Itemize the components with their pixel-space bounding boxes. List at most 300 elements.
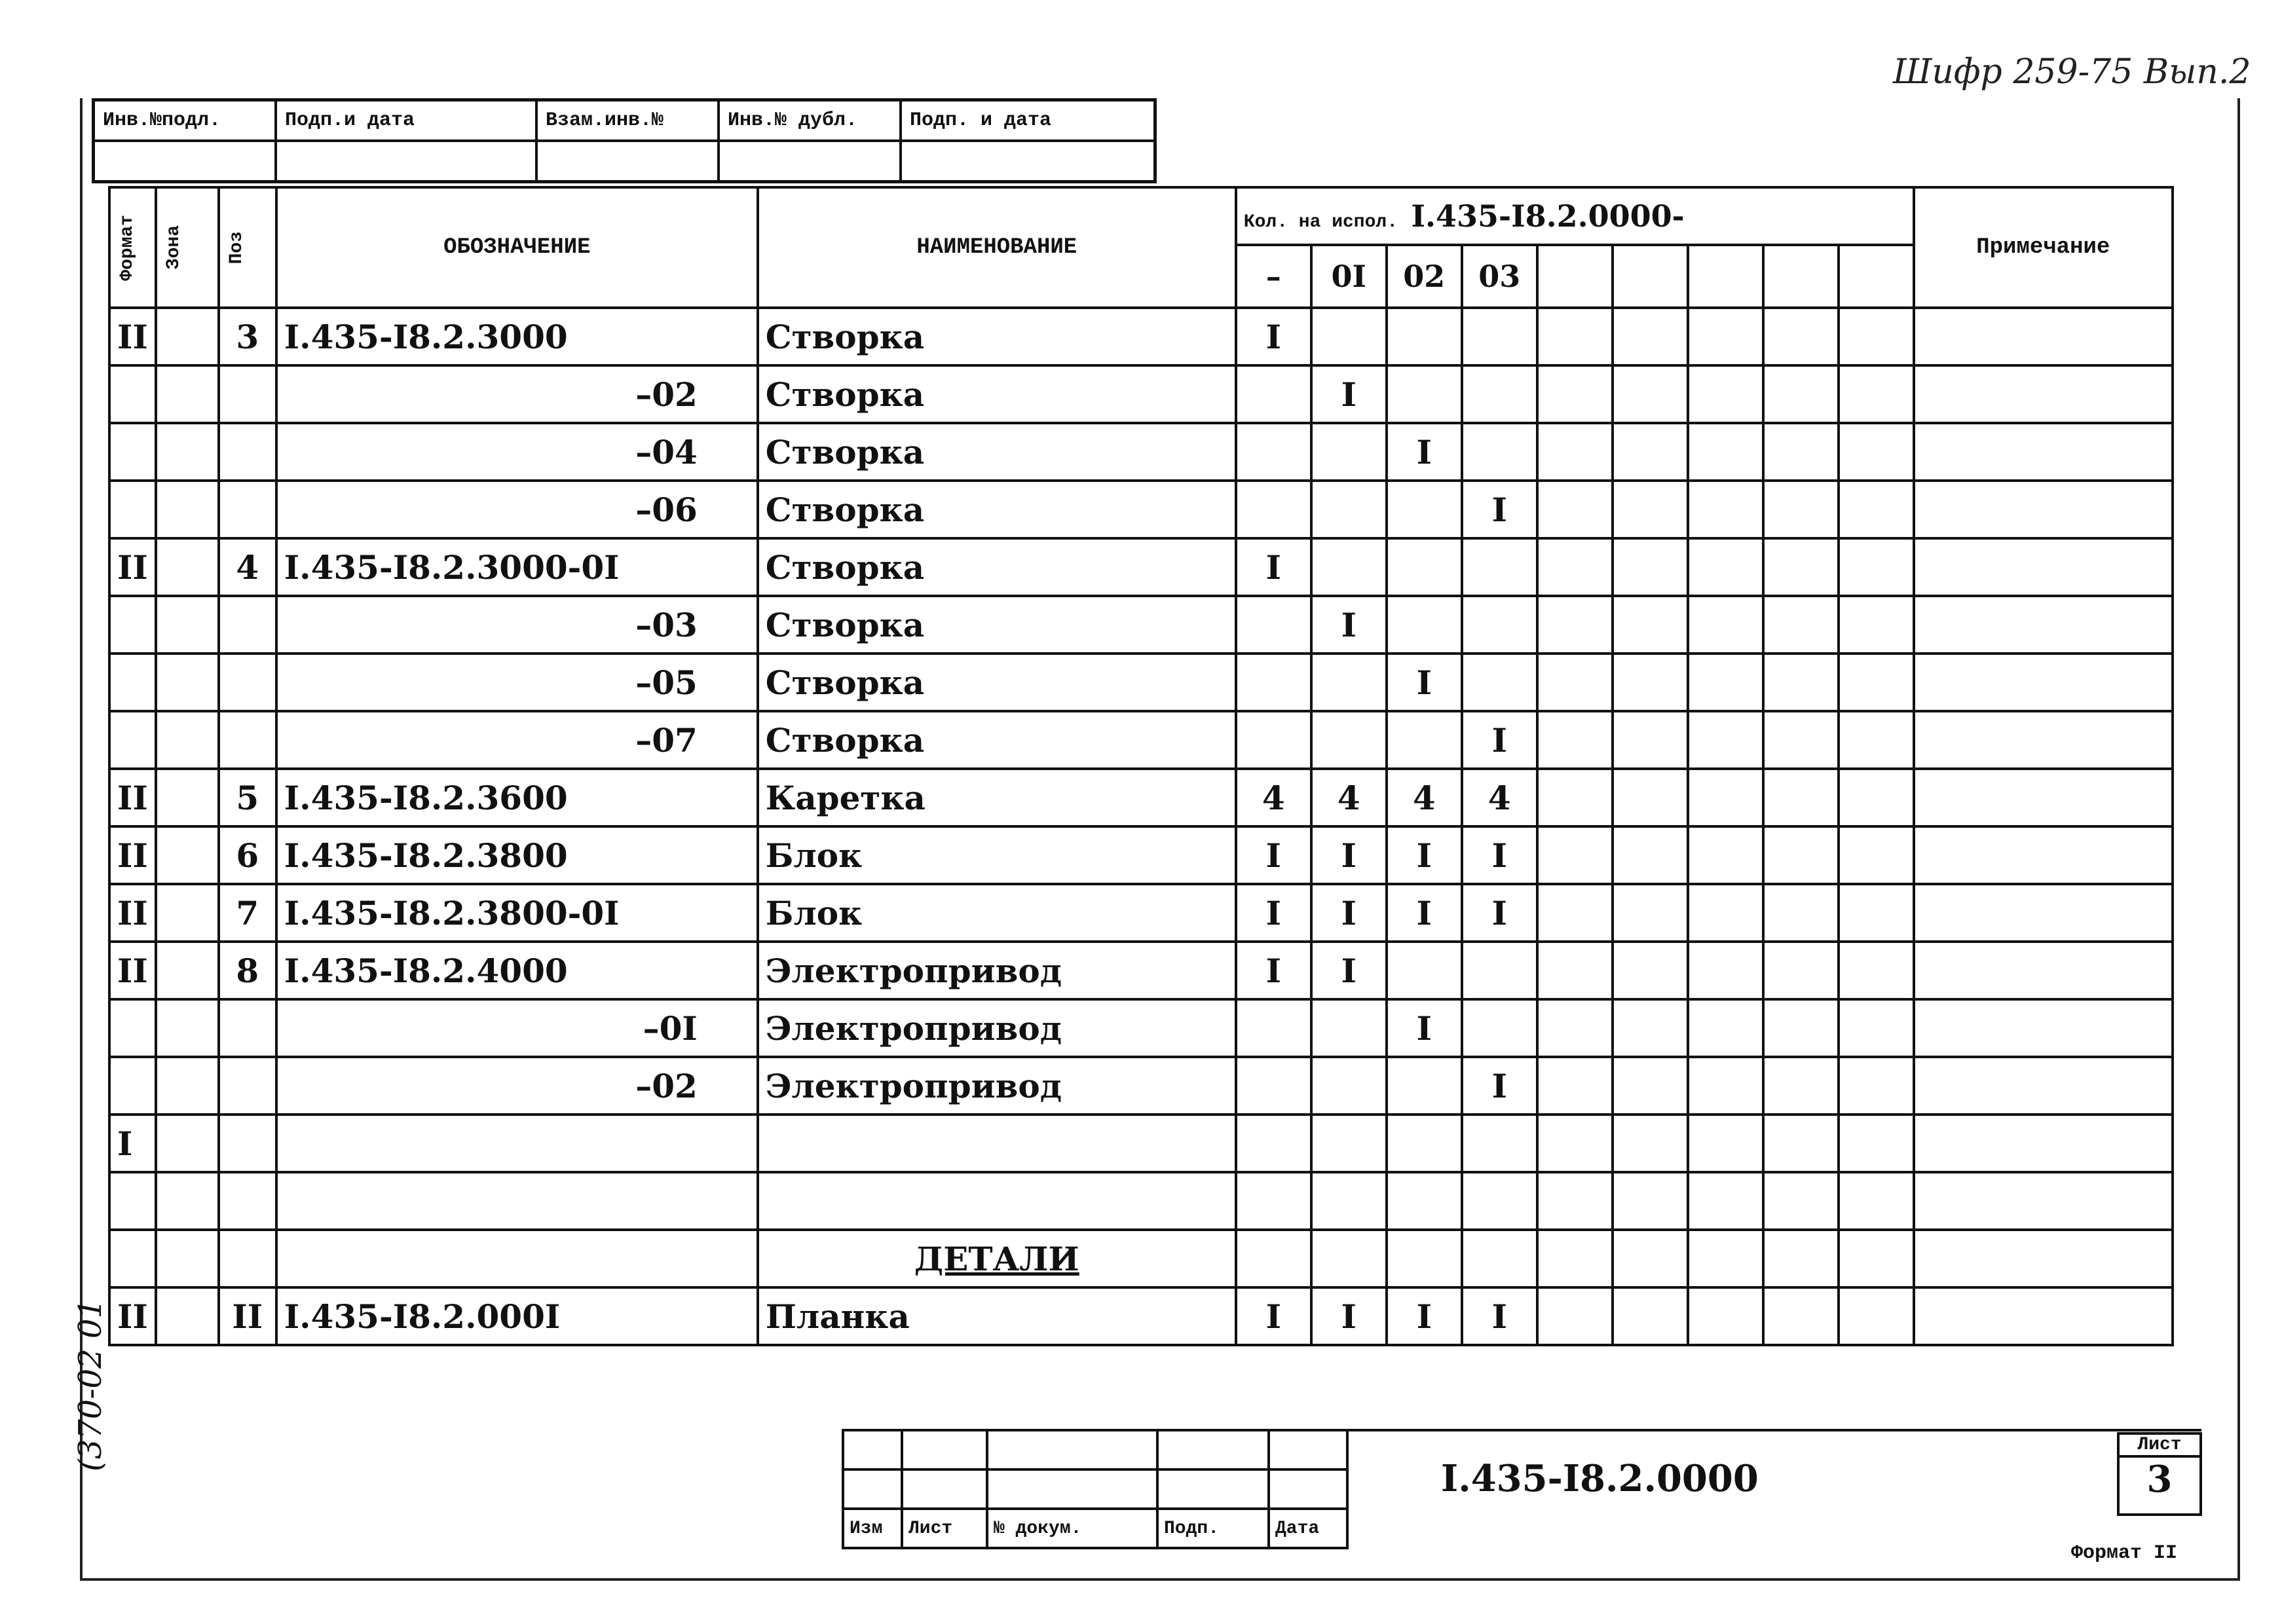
empty-cell [1537,884,1613,942]
designation-cell: –06 [276,481,758,538]
quantity-cell [1387,1230,1462,1287]
empty-cell [1537,1057,1613,1115]
empty-cell [1763,365,1839,423]
name-cell: Створка [758,423,1236,481]
format-cell [109,1172,156,1230]
document-number: I.435-I8.2.0000 [1441,1457,1759,1500]
empty-cell [1763,1057,1839,1115]
designation-cell: I.435-I8.2.3000-0I [276,538,758,596]
quantity-cell: I [1311,826,1387,884]
quantity-cell [1387,942,1462,999]
quantity-cell [1236,423,1311,481]
note-cell [1914,999,2173,1057]
quantity-cell [1462,538,1537,596]
zone-cell [156,308,219,365]
quantity-cell [1311,1115,1387,1172]
quantity-cell: I [1462,884,1537,942]
empty-cell [1839,1057,1914,1115]
quantity-cell [1462,365,1537,423]
designation-cell: I.435-I8.2.3800 [276,826,758,884]
quantity-cell [1387,365,1462,423]
zone-cell [156,711,219,769]
quantity-cell: I [1387,826,1462,884]
table-row [109,654,2173,711]
empty-cell [1688,999,1763,1057]
position-cell [219,481,276,538]
note-cell [1914,1172,2173,1230]
zone-cell [156,999,219,1057]
table-row [109,1057,2173,1115]
empty-cell [1839,538,1914,596]
position-cell: 6 [219,826,276,884]
empty-cell [1537,1287,1613,1345]
zone-cell [156,538,219,596]
empty-cell [1839,365,1914,423]
empty-cell [1613,365,1688,423]
quantity-cell [1387,481,1462,538]
header-note: Примечание [1914,187,2173,308]
quantity-cell: I [1236,884,1311,942]
empty-cell [1763,826,1839,884]
table-row [109,826,2173,884]
empty-cell [1688,942,1763,999]
side-note: (370-02 01 [72,1299,109,1471]
designation-cell: I.435-I8.2.000I [276,1287,758,1345]
empty-cell [1839,654,1914,711]
empty-cell [1763,1172,1839,1230]
empty-cell [1763,1230,1839,1287]
position-cell: 4 [219,538,276,596]
name-cell: Створка [758,481,1236,538]
title-label: Дата [1269,1509,1347,1548]
format-cell [109,711,156,769]
position-cell [219,1230,276,1287]
designation-cell: I.435-I8.2.3600 [276,769,758,826]
quantity-cell [1311,538,1387,596]
header-position: Поз [226,231,247,265]
position-cell [219,711,276,769]
empty-cell [1613,1230,1688,1287]
position-cell: 5 [219,769,276,826]
empty-cell [1537,999,1613,1057]
empty-cell [1763,942,1839,999]
format-cell [109,423,156,481]
empty-cell [1688,1115,1763,1172]
zone-cell [156,481,219,538]
empty-cell [1763,1287,1839,1345]
quantity-cell [1311,481,1387,538]
quantity-cell [1462,1172,1537,1230]
empty-cell [1688,596,1763,654]
empty-cell [1839,769,1914,826]
empty-cell [1839,1115,1914,1172]
sheet-number: 3 [2146,1458,2173,1501]
quantity-cell [1387,1172,1462,1230]
empty-cell [1688,538,1763,596]
empty-cell [1537,596,1613,654]
empty-cell [1613,769,1688,826]
quantity-cell [1462,308,1537,365]
note-cell [1914,538,2173,596]
name-cell: Планка [758,1287,1236,1345]
format-cell [109,596,156,654]
stamp-header: Инв.№подл. [94,100,276,141]
archive-stamp [92,98,1157,183]
specification-table [108,186,2174,1346]
name-cell: Электропривод [758,942,1236,999]
name-cell: Створка [758,538,1236,596]
zone-cell [156,1230,219,1287]
name-cell: ДЕТАЛИ [758,1230,1236,1287]
empty-cell [1839,884,1914,942]
quantity-cell [1462,596,1537,654]
empty-cell [1613,654,1688,711]
quantity-cell: I [1311,942,1387,999]
zone-cell [156,769,219,826]
name-cell [758,1172,1236,1230]
designation-cell: –02 [276,1057,758,1115]
format-cell: II [109,769,156,826]
quantity-cell: I [1387,423,1462,481]
position-cell [219,365,276,423]
quantity-cell: I [1311,596,1387,654]
zone-cell [156,1115,219,1172]
zone-cell [156,654,219,711]
note-cell [1914,769,2173,826]
empty-cell [1537,1172,1613,1230]
note-cell [1914,654,2173,711]
empty-cell [1763,1115,1839,1172]
designation-cell: I.435-I8.2.3800-0I [276,884,758,942]
quantity-cell: I [1387,654,1462,711]
table-row [109,1115,2173,1172]
empty-cell [1688,365,1763,423]
empty-cell [1763,481,1839,538]
variant-header: 02 [1387,245,1462,308]
note-cell [1914,826,2173,884]
position-cell [219,1115,276,1172]
quantity-cell: I [1311,365,1387,423]
name-cell: Электропривод [758,999,1236,1057]
quantity-cell [1387,308,1462,365]
empty-cell [1688,481,1763,538]
stamp-header: Подп. и дата [901,100,1155,141]
quantity-cell: I [1462,481,1537,538]
empty-cell [1537,538,1613,596]
position-cell: 7 [219,884,276,942]
header-quantity-prefix: Кол. на испол. [1243,212,1398,232]
designation-cell: –02 [276,365,758,423]
format-cell: II [109,308,156,365]
empty-cell [1537,942,1613,999]
empty-cell [1839,308,1914,365]
empty-cell [1613,481,1688,538]
quantity-cell: I [1236,826,1311,884]
name-cell [758,1115,1236,1172]
quantity-cell [1387,538,1462,596]
quantity-cell [1236,711,1311,769]
note-cell [1914,1230,2173,1287]
title-label: № докум. [987,1509,1157,1548]
empty-cell [1688,1287,1763,1345]
position-cell [219,1172,276,1230]
name-cell: Створка [758,596,1236,654]
note-cell [1914,884,2173,942]
quantity-cell [1311,1172,1387,1230]
variant-header: – [1236,245,1311,308]
position-cell [219,1057,276,1115]
quantity-cell: I [1236,1287,1311,1345]
table-row [109,942,2173,999]
empty-cell [1688,308,1763,365]
designation-cell: I.435-I8.2.4000 [276,942,758,999]
table-row [109,596,2173,654]
empty-cell [1537,769,1613,826]
empty-cell [1839,596,1914,654]
empty-cell [1537,826,1613,884]
quantity-cell: 4 [1236,769,1311,826]
empty-cell [1613,826,1688,884]
quantity-cell [1236,481,1311,538]
empty-cell [1839,423,1914,481]
empty-cell [1688,769,1763,826]
empty-cell [1613,596,1688,654]
table-row [109,423,2173,481]
header-name: НАИМЕНОВАНИЕ [758,187,1236,308]
quantity-cell: I [1236,308,1311,365]
designation-cell: I.435-I8.2.3000 [276,308,758,365]
designation-cell [276,1230,758,1287]
stamp-header: Взам.инв.№ [536,100,719,141]
empty-cell [1537,654,1613,711]
empty-cell [1613,1115,1688,1172]
header-zone: Зона [163,225,184,270]
empty-cell [1613,711,1688,769]
format-note: Формат II [2070,1542,2177,1564]
name-cell: Каретка [758,769,1236,826]
empty-cell [1688,423,1763,481]
empty-cell [1537,1115,1613,1172]
empty-cell [1537,308,1613,365]
sheet-label: Лист [2120,1435,2199,1458]
empty-cell [1839,826,1914,884]
empty-cell [1763,999,1839,1057]
table-row [109,711,2173,769]
quantity-cell [1311,1057,1387,1115]
table-row [109,1172,2173,1230]
zone-cell [156,1057,219,1115]
format-cell: II [109,1287,156,1345]
note-cell [1914,308,2173,365]
quantity-cell [1311,999,1387,1057]
empty-cell [1763,423,1839,481]
quantity-cell [1236,1057,1311,1115]
empty-cell [1537,1230,1613,1287]
zone-cell [156,596,219,654]
quantity-cell: I [1387,1287,1462,1345]
name-cell: Створка [758,308,1236,365]
empty-cell [1613,1057,1688,1115]
empty-cell [1688,884,1763,942]
quantity-cell [1311,423,1387,481]
name-cell: Блок [758,826,1236,884]
quantity-cell [1462,423,1537,481]
empty-cell [1688,1057,1763,1115]
format-cell [109,1057,156,1115]
quantity-cell: I [1462,1057,1537,1115]
position-cell [219,423,276,481]
quantity-cell [1387,1057,1462,1115]
table-row [109,538,2173,596]
quantity-cell [1387,711,1462,769]
quantity-cell [1236,1172,1311,1230]
empty-cell [1763,884,1839,942]
format-cell [109,481,156,538]
variant-header: 0I [1311,245,1387,308]
quantity-cell [1236,999,1311,1057]
empty-cell [1839,1287,1914,1345]
empty-cell [1613,999,1688,1057]
note-cell [1914,423,2173,481]
empty-cell [1839,999,1914,1057]
table-row [109,365,2173,423]
empty-cell [1613,538,1688,596]
empty-cell [1613,1172,1688,1230]
position-cell [219,999,276,1057]
quantity-cell [1462,942,1537,999]
note-cell [1914,596,2173,654]
empty-cell [1688,1230,1763,1287]
header-quantity [1236,187,1914,245]
empty-cell [1763,654,1839,711]
quantity-cell [1311,654,1387,711]
note-cell [1914,942,2173,999]
quantity-cell [1387,1115,1462,1172]
quantity-cell: I [1311,884,1387,942]
quantity-cell: 4 [1462,769,1537,826]
quantity-cell: I [1236,942,1311,999]
position-cell: 3 [219,308,276,365]
title-block-grid [842,1429,1349,1549]
format-cell: II [109,884,156,942]
name-cell: Электропривод [758,1057,1236,1115]
stamp-header: Инв.№ дубл. [719,100,901,141]
quantity-cell: I [1462,826,1537,884]
zone-cell [156,884,219,942]
variant-header: 03 [1462,245,1537,308]
quantity-cell: I [1236,538,1311,596]
table-row [109,884,2173,942]
empty-cell [1537,711,1613,769]
empty-cell [1613,942,1688,999]
format-cell: II [109,538,156,596]
format-cell: I [109,1115,156,1172]
empty-cell [1839,1230,1914,1287]
empty-cell [1688,1172,1763,1230]
quantity-cell [1387,596,1462,654]
zone-cell [156,826,219,884]
header-designation: ОБОЗНАЧЕНИЕ [276,187,758,308]
format-cell [109,365,156,423]
table-row [109,1230,2173,1287]
designation-cell: –03 [276,596,758,654]
note-cell [1914,481,2173,538]
table-row [109,769,2173,826]
quantity-cell [1236,654,1311,711]
quantity-cell [1462,1230,1537,1287]
name-cell: Створка [758,711,1236,769]
note-cell [1914,1287,2173,1345]
quantity-cell: 4 [1387,769,1462,826]
quantity-cell: I [1387,884,1462,942]
format-cell [109,654,156,711]
format-cell [109,1230,156,1287]
stamp-header: Подп.и дата [276,100,536,141]
empty-cell [1839,1172,1914,1230]
table-row [109,481,2173,538]
zone-cell [156,1287,219,1345]
empty-cell [1688,826,1763,884]
empty-cell [1839,942,1914,999]
name-cell: Створка [758,365,1236,423]
quantity-cell: I [1462,1287,1537,1345]
quantity-cell [1462,1115,1537,1172]
format-cell: II [109,942,156,999]
designation-cell [276,1115,758,1172]
note-cell [1914,1115,2173,1172]
quantity-cell: I [1311,1287,1387,1345]
name-cell: Створка [758,654,1236,711]
empty-cell [1613,308,1688,365]
zone-cell [156,942,219,999]
header-quantity-code: I.435-I8.2.0000- [1411,198,1685,234]
table-row [109,1287,2173,1345]
quantity-cell [1462,654,1537,711]
note-cell [1914,365,2173,423]
quantity-cell [1311,1230,1387,1287]
quantity-cell [1236,1230,1311,1287]
position-cell [219,654,276,711]
empty-cell [1537,423,1613,481]
title-block-top-line [842,1429,2201,1431]
quantity-cell: 4 [1311,769,1387,826]
empty-cell [1839,481,1914,538]
quantity-cell [1311,308,1387,365]
title-label: Подп. [1157,1509,1269,1548]
document-code: Шифр 259-75 Вып.2 [1893,52,2251,92]
quantity-cell [1236,365,1311,423]
title-label: Изм [843,1509,902,1548]
format-cell: II [109,826,156,884]
designation-cell: –0I [276,999,758,1057]
quantity-cell [1236,596,1311,654]
quantity-cell [1311,711,1387,769]
designation-cell: –05 [276,654,758,711]
empty-cell [1839,711,1914,769]
empty-cell [1613,423,1688,481]
designation-cell [276,1172,758,1230]
quantity-cell [1236,1115,1311,1172]
format-cell [109,999,156,1057]
empty-cell [1763,711,1839,769]
note-cell [1914,711,2173,769]
empty-cell [1688,711,1763,769]
designation-cell: –07 [276,711,758,769]
name-cell: Блок [758,884,1236,942]
position-cell [219,596,276,654]
empty-cell [1537,365,1613,423]
empty-cell [1763,769,1839,826]
